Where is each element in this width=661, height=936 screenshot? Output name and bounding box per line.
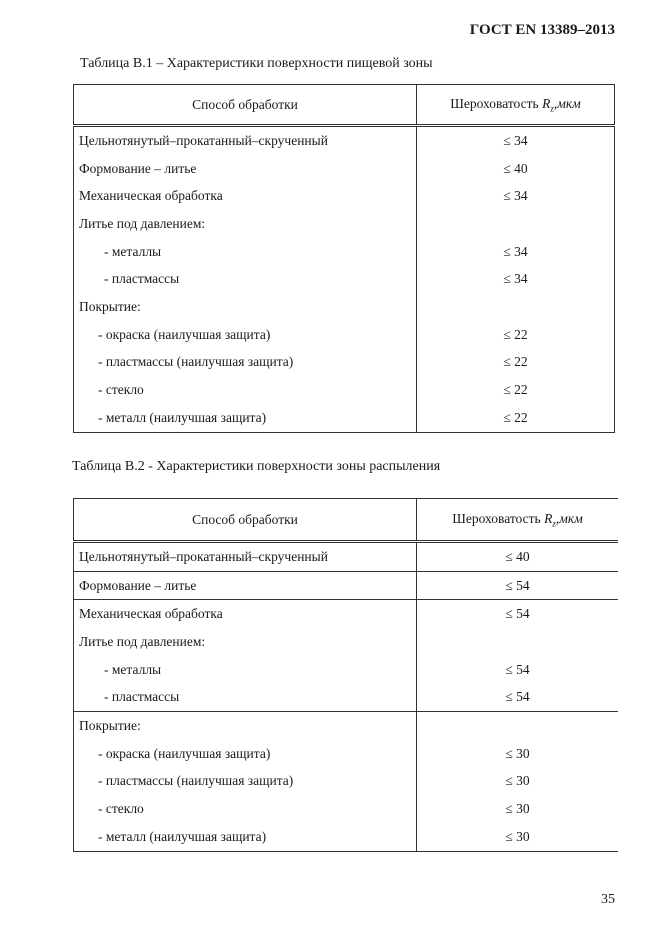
method-cell: Цельнотянутый–прокатанный–скрученный bbox=[74, 542, 417, 572]
roughness-value: ≤ 54 bbox=[417, 683, 619, 711]
table2-caption: Таблица В.2 - Характеристики поверхности зоны распыления bbox=[72, 459, 441, 474]
roughness-value: ≤ 22 bbox=[503, 326, 528, 342]
table-row bbox=[74, 542, 619, 572]
table-row bbox=[74, 823, 619, 851]
method-cell: - металлы bbox=[74, 656, 417, 684]
method-cell: Литье под давлением: bbox=[74, 210, 417, 238]
method-cell: - стекло bbox=[74, 376, 417, 404]
roughness-value: ≤ 22 bbox=[503, 382, 528, 398]
method-column-header: Способ обработки bbox=[74, 499, 417, 542]
method-cell: Формование – литье bbox=[74, 571, 417, 600]
roughness-value: ≤ 34 bbox=[503, 132, 528, 148]
table-row bbox=[74, 768, 619, 796]
method-cell: - пластмассы bbox=[74, 683, 417, 711]
roughness-value bbox=[417, 712, 619, 740]
table-row bbox=[74, 571, 619, 600]
spray-zone-surface-table bbox=[73, 498, 618, 852]
table-row bbox=[74, 683, 619, 711]
table-row bbox=[74, 155, 615, 183]
method-column-header: Способ обработки bbox=[74, 85, 417, 126]
table-row bbox=[74, 795, 619, 823]
table-row bbox=[74, 404, 615, 432]
table-row bbox=[74, 265, 615, 293]
page-number: 35 bbox=[601, 892, 615, 907]
table-row bbox=[74, 182, 615, 210]
table-header-row bbox=[74, 499, 619, 542]
roughness-value: ≤ 30 bbox=[505, 801, 530, 817]
method-cell: Механическая обработка bbox=[74, 600, 417, 628]
table-row bbox=[74, 321, 615, 349]
table-row bbox=[74, 349, 615, 377]
roughness-value: ≤ 22 bbox=[503, 354, 528, 370]
method-cell: Механическая обработка bbox=[74, 182, 417, 210]
method-cell: - пластмассы (наилучшая защита) bbox=[74, 768, 417, 796]
method-cell: - окраска (наилучшая защита) bbox=[74, 321, 417, 349]
roughness-value: ≤ 54 bbox=[505, 661, 530, 677]
method-cell: Покрытие: bbox=[74, 293, 417, 321]
table-row bbox=[74, 293, 615, 321]
table-row bbox=[74, 740, 619, 768]
method-cell: - окраска (наилучшая защита) bbox=[74, 740, 417, 768]
table-row bbox=[74, 238, 615, 266]
roughness-value: ≤ 30 bbox=[505, 828, 530, 844]
table-row bbox=[74, 600, 619, 628]
roughness-value: ≤ 30 bbox=[505, 773, 530, 789]
table-row bbox=[74, 656, 619, 684]
method-cell: - стекло bbox=[74, 795, 417, 823]
roughness-column-header: Шероховатость $R_z,мкм$ bbox=[417, 499, 619, 542]
roughness-value: ≤ 34 bbox=[503, 271, 528, 287]
method-cell: Покрытие: bbox=[74, 712, 417, 740]
roughness-value: ≤ 54 bbox=[417, 571, 619, 600]
document-standard-number: ГОСТ EN 13389–2013 bbox=[469, 22, 615, 38]
method-cell: - металл (наилучшая защита) bbox=[74, 823, 417, 851]
roughness-value: ≤ 34 bbox=[503, 188, 528, 204]
roughness-column-header: Шероховатость $R_z,мкм$ bbox=[417, 85, 615, 126]
method-cell: - пластмассы (наилучшая защита) bbox=[74, 349, 417, 377]
method-cell: - металл (наилучшая защита) bbox=[74, 404, 417, 432]
roughness-value: ≤ 54 bbox=[505, 606, 530, 622]
table-row bbox=[74, 126, 615, 155]
roughness-value bbox=[417, 210, 615, 238]
roughness-value bbox=[417, 628, 619, 656]
method-cell: Литье под давлением: bbox=[74, 628, 417, 656]
table-row bbox=[74, 712, 619, 740]
roughness-value bbox=[417, 293, 615, 321]
table-header-row bbox=[74, 85, 615, 126]
roughness-value: ≤ 40 bbox=[503, 160, 528, 176]
method-cell: - пластмассы bbox=[74, 265, 417, 293]
table1-caption: Таблица В.1 – Характеристики поверхности пищевой зоны bbox=[80, 56, 433, 71]
table-row bbox=[74, 376, 615, 404]
roughness-value: ≤ 40 bbox=[417, 542, 619, 572]
method-cell: Формование – литье bbox=[74, 155, 417, 183]
food-zone-surface-table bbox=[73, 84, 615, 433]
method-cell: - металлы bbox=[74, 238, 417, 266]
roughness-value: ≤ 34 bbox=[503, 243, 528, 259]
method-cell: Цельнотянутый–прокатанный–скрученный bbox=[74, 126, 417, 155]
table-row bbox=[74, 210, 615, 238]
roughness-value: ≤ 30 bbox=[505, 745, 530, 761]
table-row bbox=[74, 628, 619, 656]
roughness-value: ≤ 22 bbox=[503, 409, 528, 425]
